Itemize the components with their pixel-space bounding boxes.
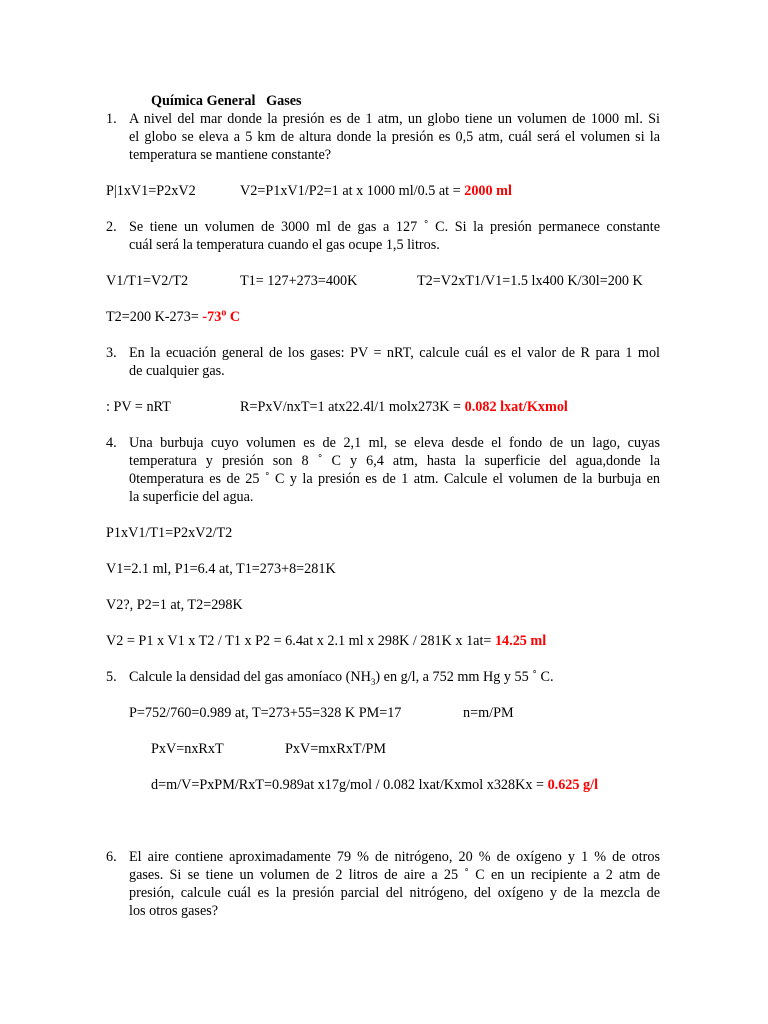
q4-solution-calc: V2 = P1 x V1 x T2 / T1 x P2 = 6.4at x 2.1 ml x 298K / 281K x 1at= 14.25 ml — [106, 633, 547, 649]
q3-line2: de cualquier gas. — [129, 363, 225, 379]
q2-solution-t1: T1= 127+273=400K — [240, 273, 358, 289]
q3-solution-calc: R=PxV/nxT=1 atx22.4l/1 molx273K = 0.082 lxat/Kxmol — [240, 399, 568, 415]
q4-line2: temperatura y presión son 8 ˚ C y 6,4 atm, hasta la superficie del agua,donde la — [129, 453, 660, 469]
q4-line1: Una burbuja cuyo volumen es de 2,1 ml, se eleva desde el fondo de un lago, cuyas — [129, 435, 660, 451]
page-title — [151, 92, 302, 110]
q4-solution-state2: V2?, P2=1 at, T2=298K — [106, 597, 243, 613]
q4-answer: 14.25 ml — [494, 633, 547, 649]
title-subject: Química General — [151, 93, 256, 109]
q1-number: 1. — [106, 111, 117, 127]
q6-line2: gases. Si se tiene un volumen de 2 litros de aire a 25 ˚ C en un recipiente a 2 atm de — [129, 867, 660, 883]
q6-number: 6. — [106, 849, 117, 865]
q1-line2: el globo se eleva a 5 km de altura donde la presión es 0,5 atm, cuál será el volumen si la — [129, 129, 660, 145]
q6-line1: El aire contiene aproximadamente 79 % de nitrógeno, 20 % de oxígeno y 1 % de otros — [129, 849, 660, 865]
q5-solution-moles: n=m/PM — [463, 705, 514, 721]
q5-solution-ideal-gas: PxV=nxRxT — [151, 741, 224, 757]
q2-line1: Se tiene un volumen de 3000 ml de gas a 127 ˚ C. Si la presión permanece constante — [129, 219, 660, 235]
q4-solution-formula: P1xV1/T1=P2xV2/T2 — [106, 525, 233, 541]
q3-solution-formula: : PV = nRT — [106, 399, 171, 415]
q2-number: 2. — [106, 219, 117, 235]
q1-line3: temperatura se mantiene constante? — [129, 147, 332, 163]
title-topic: Gases — [266, 93, 302, 109]
q1-solution-formula: P|1xV1=P2xV2 — [106, 183, 196, 199]
q4-line3: 0temperatura es de 25 ˚ C y la presión es de 1 atm. Calcule el volumen de la burbuja en — [129, 471, 660, 487]
q5-number: 5. — [106, 669, 117, 685]
q5-solution-substitution: PxV=mxRxT/PM — [285, 741, 387, 757]
q2-solution-t2: T2=V2xT1/V1=1.5 lx400 K/30l=200 K — [417, 273, 643, 289]
q4-number: 4. — [106, 435, 117, 451]
q2-solution-formula: V1/T1=V2/T2 — [106, 273, 189, 289]
q2-line2: cuál será la temperatura cuando el gas ocupe 1,5 litros. — [129, 237, 440, 253]
q5-solution-values: P=752/760=0.989 at, T=273+55=328 K PM=17 — [129, 705, 402, 721]
q4-solution-state1: V1=2.1 ml, P1=6.4 at, T1=273+8=281K — [106, 561, 336, 577]
q2-answer: -73$^o$ C — [202, 307, 241, 325]
q5-line1: Calcule la densidad del gas amoníaco $(NH_3)$ en g/l, a 752 mm Hg y 55 ˚ C. — [129, 669, 554, 687]
q5-solution-calc: d=m/V=PxPM/RxT=0.989at x17g/mol / 0.082 lxat/Kxmol x328Kx = 0.625 g/l — [151, 777, 599, 793]
q2-solution-result: T2=200 $K-273= -73^o$ C — [106, 307, 241, 325]
q5-answer: 0.625 g/l — [547, 777, 599, 793]
q6-line4: los otros gases? — [129, 903, 219, 919]
q4-line4: la superficie del agua. — [129, 489, 254, 505]
q1-solution-calc: V2=P1xV1/P2=1 at x 1000 ml/0.5 at = 2000 ml — [240, 183, 512, 199]
q6-line3: presión, calcule cuál es la presión parcial del nitrógeno, del oxígeno y de la mezcla de — [129, 885, 660, 901]
q1-line1: A nivel del mar donde la presión es de 1 atm, un globo tiene un volumen de 1000 ml. Si — [129, 111, 660, 127]
q1-answer: 2000 ml — [464, 183, 512, 199]
q3-line1: En la ecuación general de los gases: PV = nRT, calcule cuál es el valor de R para 1 mol — [129, 345, 660, 361]
q3-answer: 0.082 lxat/Kxmol — [464, 399, 568, 415]
q3-number: 3. — [106, 345, 117, 361]
